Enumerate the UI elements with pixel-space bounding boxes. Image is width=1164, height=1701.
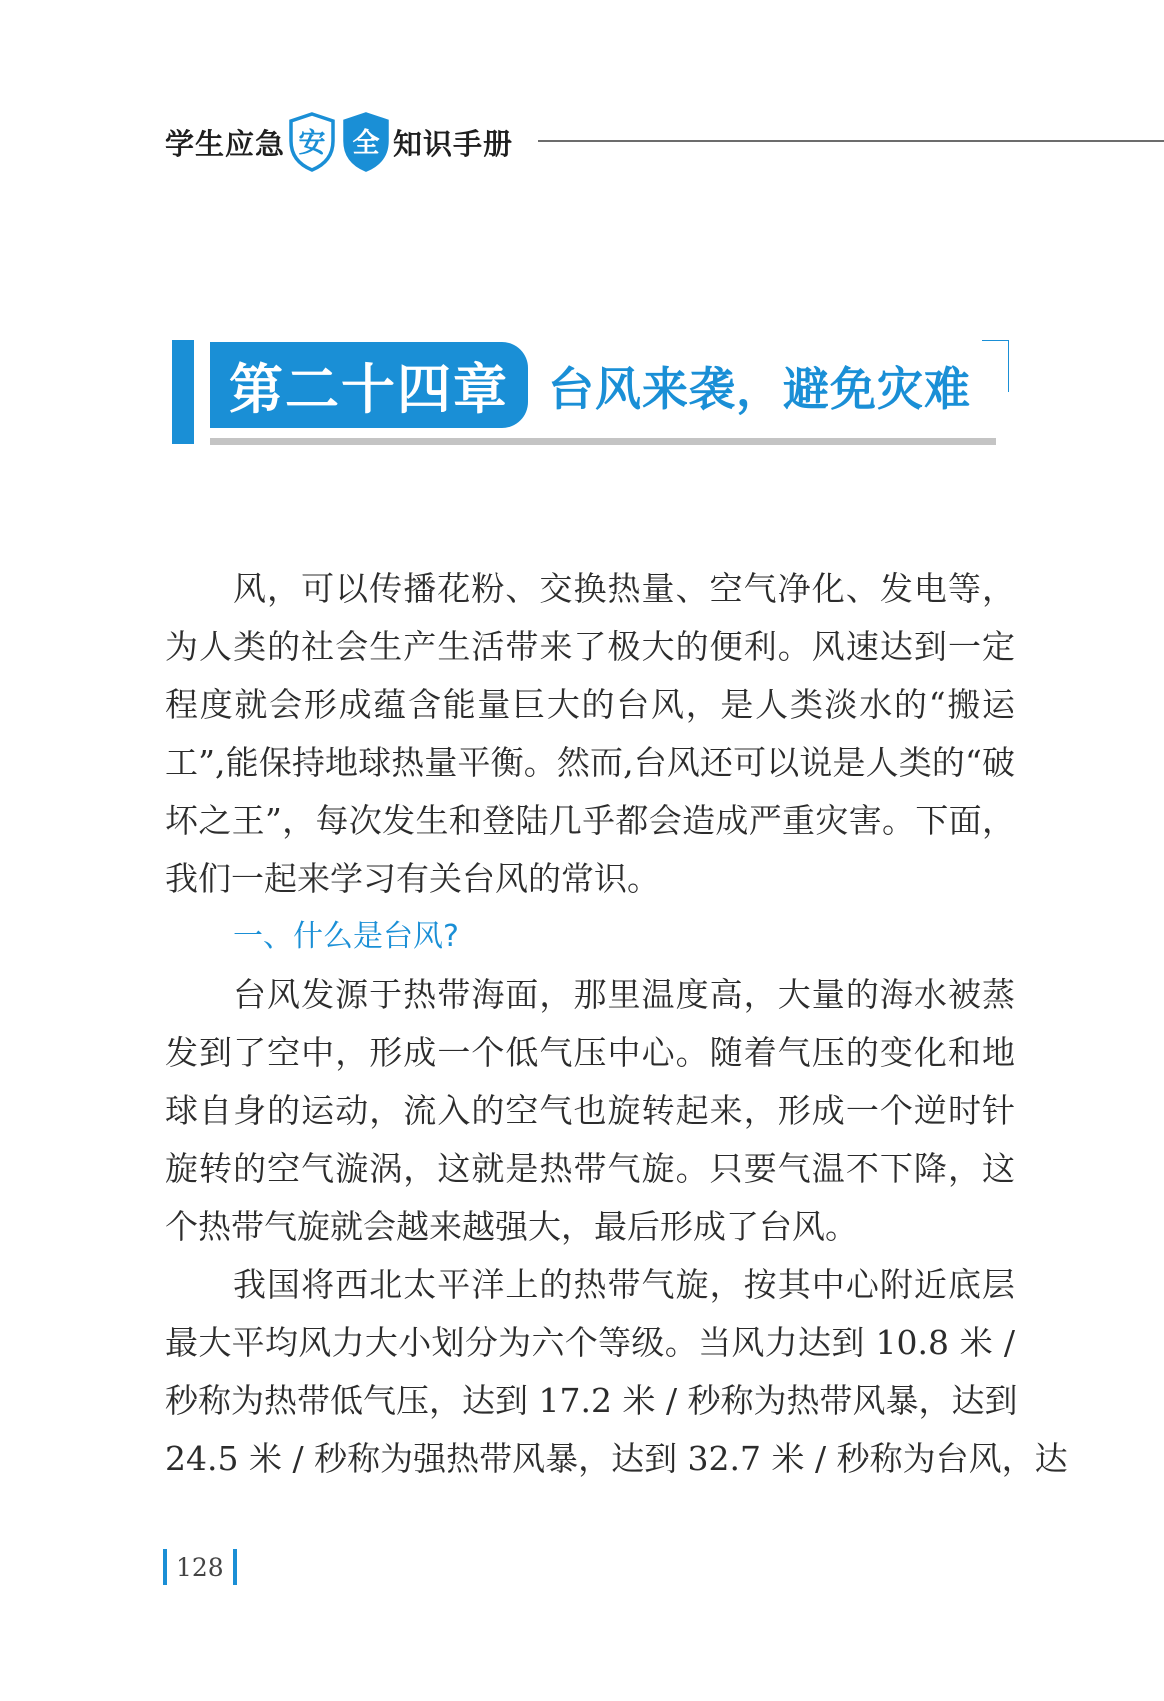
intro-paragraph (165, 560, 1015, 908)
text-line: 发到了空中，形成一个低气压中心。随着气压的变化和地 (165, 1033, 1015, 1072)
text-line: 我国将西北太平洋上的热带气旋，按其中心附近底层 (233, 1265, 1015, 1304)
chapter-corner-line (982, 340, 1009, 341)
text-line: 24.5 米 / 秒称为强热带风暴，达到 32.7 米 / 秒称为台风，达 (165, 1439, 1068, 1478)
section-paragraph (165, 966, 1015, 1256)
shield-char-an: 安 (298, 127, 326, 159)
text-line: 程度就会形成蕴含能量巨大的台风，是人类淡水的“搬运 (165, 685, 1015, 724)
text-line: 旋转的空气漩涡，这就是热带气旋。只要气温不下降，这 (165, 1149, 1015, 1188)
section-paragraph (165, 1256, 1068, 1488)
chapter-number: 第二十四章 (210, 342, 528, 428)
section-heading: 一、什么是台风? (233, 919, 459, 954)
chapter-accent-bar (172, 340, 194, 444)
page-number-block (163, 1548, 237, 1586)
text-line: 个热带气旋就会越来越强大，最后形成了台风。 (165, 1207, 858, 1246)
text-line: 最大平均风力大小划分为六个等级。当风力达到 10.8 米 / (165, 1323, 1015, 1362)
shield-filled-icon (341, 111, 391, 173)
text-line: 我们一起来学习有关台风的常识。 (165, 859, 660, 898)
shield-char-quan: 全 (352, 127, 380, 159)
book-title-suffix: 知识手册 (393, 126, 514, 161)
chapter-title: 台风来袭，避免灾难 (548, 362, 971, 416)
text-line: 工”,能保持地球热量平衡。然而,台风还可以说是人类的“破 (165, 743, 1015, 782)
running-header (165, 112, 513, 172)
text-line: 为人类的社会生产生活带来了极大的便利。风速达到一定 (165, 627, 1015, 666)
page-number: 128 (176, 1552, 224, 1582)
text-line: 秒称为热带低气压，达到 17.2 米 / 秒称为热带风暴，达到 (165, 1381, 1018, 1420)
text-line: 坏之王”，每次发生和登陆几乎都会造成严重灾害。下面， (165, 801, 1015, 840)
book-title-prefix: 学生应急 (165, 126, 286, 161)
text-line: 台风发源于热带海面，那里温度高，大量的海水被蒸 (233, 975, 1015, 1014)
chapter-underline (210, 438, 996, 445)
text-line: 球自身的运动，流入的空气也旋转起来，形成一个逆时针 (165, 1091, 1015, 1130)
header-rule (538, 140, 1164, 142)
shield-icon (287, 111, 337, 173)
page-number-bar (233, 1549, 237, 1585)
text-line: 风，可以传播花粉、交换热量、空气净化、发电等， (233, 569, 1015, 608)
chapter-corner-line (1008, 340, 1009, 392)
body-content (165, 560, 1068, 1488)
